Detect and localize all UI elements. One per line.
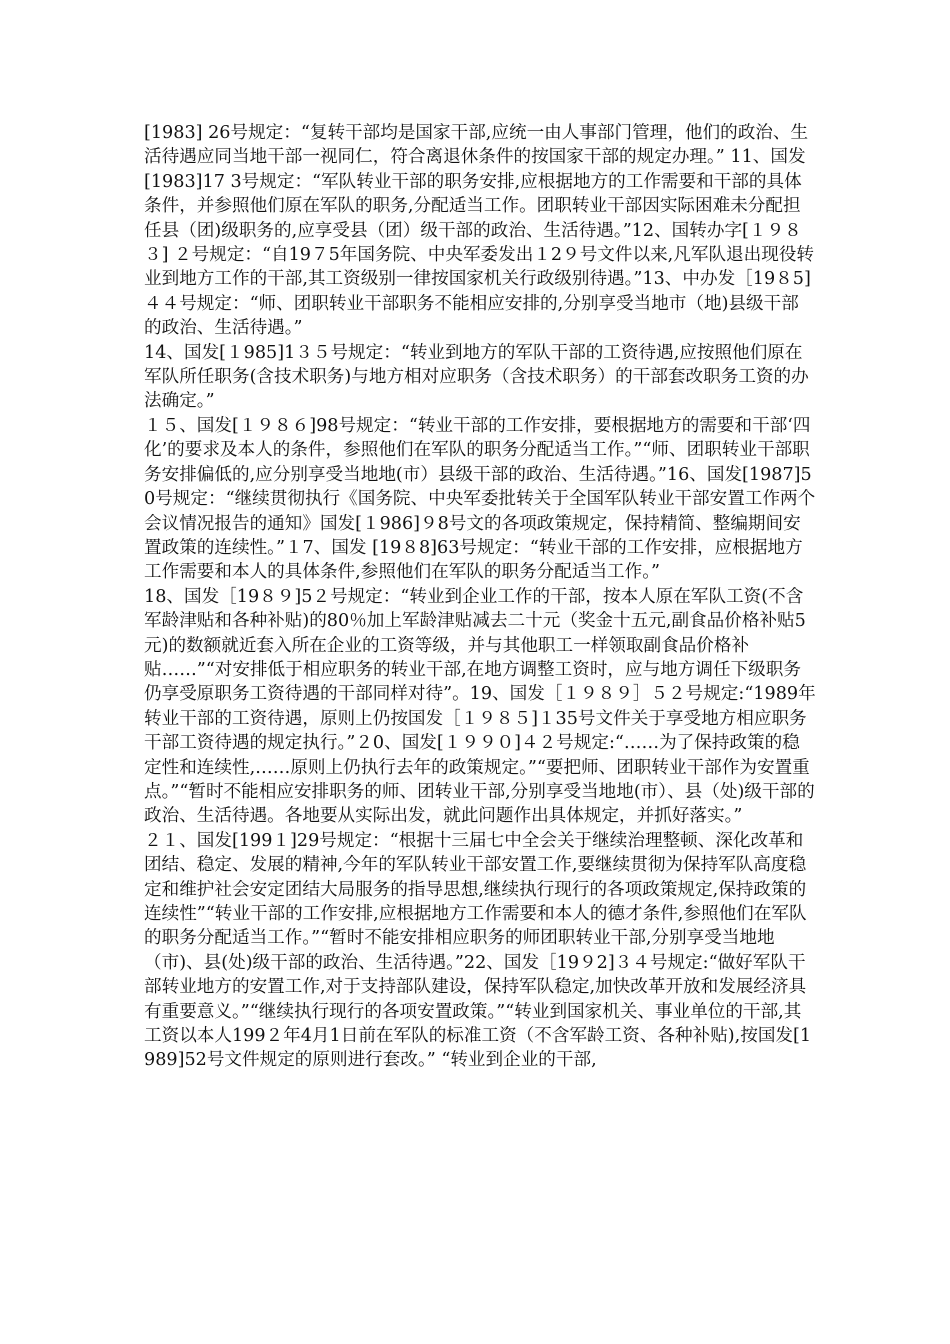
paragraph-5: ２１、国发[199１]29号规定：“根据十三届七中全会关于继续治理整顿、深化改革和团结、稳定、发展的精神,今年的军队转业干部安置工作,要继续贯彻为保持军队高度稳定和维护社会安定团结大局服务的指导思想,继续执行现行的各项政策规定,保持政策的连续性”“转业干部的工作安排,应根据地方工作需要和本人的德才条件,参照他们在军队的职务分配适当工作。”“暂时不能安排相应职务的师团职转业干部,分别享受当地地（市)、县(处)级干部的政治、生活待遇。”22、国发［19９2]３４号规定:“做好军队干部转业地方的安置工作,对于支持部队建设，保持军队稳定,加快改革开放和发展经济具有重要意义。”“继续执行现行的各项安置政策。”“转业到国家机关、事业单位的干部,其工资以本人199２年4月1日前在军队的标准工资（不含军龄工资、各种补贴),按国发[1989]52号文件规定的原则进行套改。” “转业到企业的干部,: [144, 830, 812, 1071]
paragraph-1: [1983] 26号规定：“复转干部均是国家干部,应统一由人事部门管理，他们的政治、生活待遇应同当地干部一视同仁，符合离退休条件的按国家干部的规定办理。” 11、国发[1983]17 3号规定：“军队转业干部的职务安排,应根据地方的工作需要和干部的具体条件，并参照他们原在军队的职务,分配适当工作。团职转业干部因实际困难未分配担任县（团)级职务的,应享受县（团）级干部的政治、生活待遇。”12、国转办字[１９８３] ２号规定：“自19７5年国务院、中央军委发出１2９号文件以来,凡军队退出现役转业到地方工作的干部,其工资级别一律按国家机关行政级别待遇。”13、中办发［19８5]４４号规定：“师、团职转业干部职务不能相应安排的,分别享受当地市（地)县级干部的政治、生活待遇。”: [144, 123, 815, 339]
paragraph-3: １５、国发[１９８６]98号规定：“转业干部的工作安排，要根据地方的需要和干部‘四化’的要求及本人的条件，参照他们在军队的职务分配适当工作。”“师、团职转业干部职务安排偏低的,应分别享受当地地(市）县级干部的政治、生活待遇。”16、国发[1987]50号规定：“继续贯彻执行《国务院、中央军委批转关于全国军队转业干部安置工作两个会议情况报告的通知》国发[１986]９8号文的各项政策规定，保持精简、整编期间安置政策的连续性。”１7、国发 [19８8]63号规定：“转业干部的工作安排，应根据地方工作需要和本人的具体条件,参照他们在军队的职务分配适当工作。”: [144, 415, 816, 583]
paragraph-4: 18、国发［19８９]5２号规定：“转业到企业工作的干部，按本人原在军队工资(不含军龄津贴和各种补贴)的80％加上军龄津贴减去二十元（奖金十五元,副食品价格补贴5元)的数额就近套入所在企业的工资等级，并与其他职工一样领取副食品价格补贴……”“对安排低于相应职务的转业干部,在地方调整工资时，应与地方调任下级职务仍享受原职务工资待遇的干部同样对待”。19、国发［１９８９］５２号规定:“1989年转业干部的工资待遇，原则上仍按国发［１９８５]１35号文件关于享受地方相应职务干部工资待遇的规定执行。”２0、国发[１９９０]４２号规定:“……为了保持政策的稳定性和连续性,……原则上仍执行去年的政策规定。”“要把师、团职转业干部作为安置重点。”“暂时不能相应安排职务的师、团转业干部,分别享受当地地(市）、县（处)级干部的政治、生活待遇。各地要从实际出发，就此问题作出具体规定，并抓好落实。”: [144, 586, 816, 827]
body-text: [144, 121, 816, 1073]
paragraph-2: 14、国发[１985]1３５号规定：“转业到地方的军队干部的工资待遇,应按照他们原在军队所任职务(含技术职务)与地方相对应职务（含技术职务）的干部套改职务工资的办法确定。”: [144, 342, 809, 412]
